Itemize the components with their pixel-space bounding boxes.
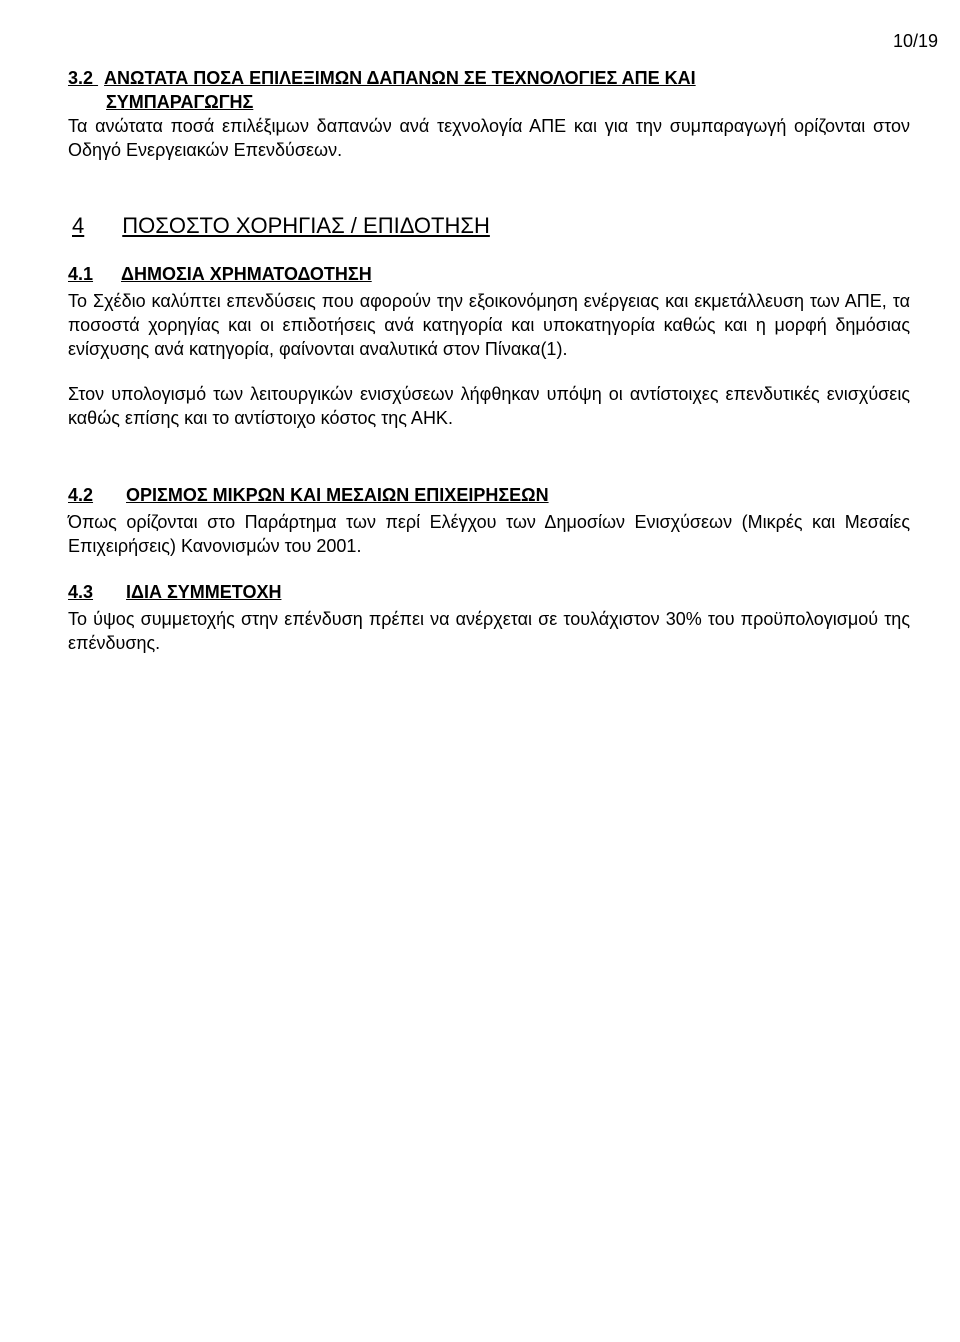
section-4-3 — [68, 580, 910, 655]
section-4-3-heading — [68, 580, 910, 604]
section-4-title: ΠΟΣΟΣΤΟ ΧΟΡΗΓΙΑΣ / ΕΠΙΔΟΤΗΣΗ — [122, 213, 490, 238]
section-4-3-number: 4.3 — [68, 582, 94, 602]
section-4-3-title: ΙΔΙΑ ΣΥΜΜΕΤΟΧΗ — [126, 582, 282, 602]
section-4-2 — [68, 483, 910, 558]
page-number: 10/19 — [892, 31, 938, 51]
section-4-2-body: Όπως ορίζονται στο Παράρτημα των περί Ελέγχου των Δημοσίων Ενισχύσεων (Μικρές και Μεσαίες Επιχειρήσεις) Κανονισμών του 2001. — [68, 512, 910, 556]
section-4-1-heading — [68, 262, 910, 286]
section-4-2-number: 4.2 — [68, 485, 94, 505]
section-4-1 — [68, 262, 910, 430]
section-3-2 — [68, 66, 910, 162]
section-3-2-title-line2: ΣΥΜΠΑΡΑΓΩΓΗΣ — [106, 92, 254, 112]
section-4-1-title: ΔΗΜΟΣΙΑ ΧΡΗΜΑΤΟΔΟΤΗΣΗ — [121, 264, 372, 284]
section-4-1-paragraph-1: Το Σχέδιο καλύπτει επενδύσεις που αφορούν την εξοικονόμηση ενέργειας και εκμετάλλευση των ΑΠΕ, τα ποσοστά χορηγίας και οι επιδοτήσεις ανά κατηγορία και υποκατηγορία καθώς και η μορφή δημόσιας ενίσχυσης ανά κατηγορία, φαίνονται αναλυτικά στον Πίνακα(1). — [68, 291, 910, 359]
section-4-number: 4 — [72, 213, 85, 238]
section-4-heading — [72, 212, 490, 240]
section-3-2-heading — [68, 66, 910, 114]
section-4-2-heading — [68, 483, 910, 507]
section-4-3-body: Το ύψος συμμετοχής στην επένδυση πρέπει να ανέρχεται σε τουλάχιστον 30% του προϋπολογισμού της επένδυσης. — [68, 609, 910, 653]
section-4-1-number: 4.1 — [68, 264, 94, 284]
section-4-1-paragraph-2: Στον υπολογισμό των λειτουργικών ενισχύσεων λήφθηκαν υπόψη οι αντίστοιχες επενδυτικές ενισχύσεις καθώς επίσης και το αντίστοιχο κόστος της ΑΗΚ. — [68, 384, 910, 428]
section-4-2-title: ΟΡΙΣΜΟΣ ΜΙΚΡΩΝ ΚΑΙ ΜΕΣΑΙΩΝ ΕΠΙΧΕΙΡΗΣΕΩΝ — [126, 485, 549, 505]
section-3-2-title-line1: ΑΝΩΤΑΤΑ ΠΟΣΑ ΕΠΙΛΕΞΙΜΩΝ ΔΑΠΑΝΩΝ ΣΕ ΤΕΧΝΟΛΟΓΙΕΣ ΑΠΕ ΚΑΙ — [104, 68, 696, 88]
section-3-2-body: Τα ανώτατα ποσά επιλέξιμων δαπανών ανά τεχνολογία ΑΠΕ και για την συμπαραγωγή ορίζονται στον Οδηγό Ενεργειακών Επενδύσεων. — [68, 116, 910, 160]
section-3-2-number: 3.2 — [68, 68, 94, 88]
